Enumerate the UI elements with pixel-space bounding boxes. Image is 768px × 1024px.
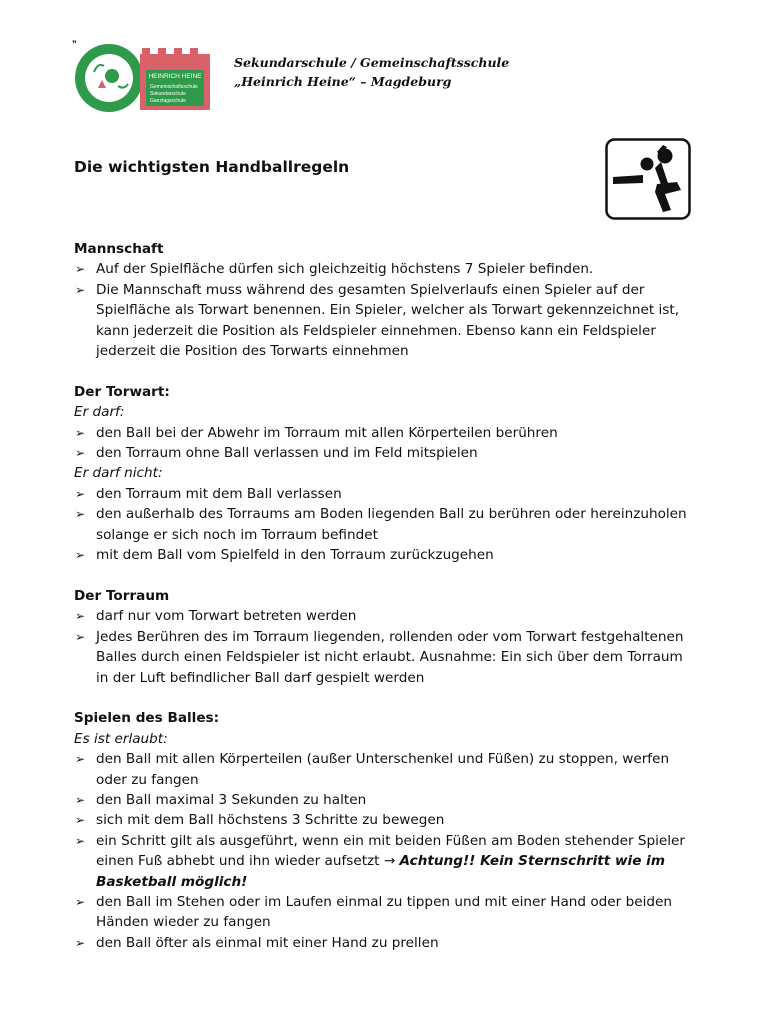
list-item — [74, 831, 698, 892]
arrow-bullet-icon: ➢ — [75, 813, 86, 828]
arrow-bullet-icon: ➢ — [75, 548, 86, 563]
list-item-text: den Torraum ohne Ball verlassen und im Feld mitspielen — [96, 445, 478, 462]
arrow-bullet-icon: ➢ — [75, 935, 86, 950]
logo-banner-line: Ganztagsschule — [150, 98, 186, 104]
handball-player-icon — [605, 138, 691, 220]
arrow-bullet-icon: ➢ — [75, 792, 86, 807]
list-item-text: den Ball öfter als einmal mit einer Hand zu prellen — [96, 934, 439, 951]
list-item-text: den Torraum mit dem Ball verlassen — [96, 485, 342, 502]
stray-quote-mark: ❞ — [72, 40, 77, 50]
warning-note: Achtung!! Kein Sternschritt wie im Basketball möglich! — [96, 853, 665, 890]
list-item-text: den außerhalb des Torraums am Boden liegenden Ball zu berühren oder hereinzuholen solange er sich noch im Torraum befindet — [96, 506, 687, 543]
list-item — [74, 627, 698, 688]
arrow-bullet-icon: ➢ — [75, 894, 86, 909]
section-title: Der Torraum — [74, 587, 170, 604]
page-title: Die wichtigsten Handballregeln — [74, 158, 350, 176]
rule-list — [74, 259, 698, 361]
subheading-forbidden: Er darf nicht: — [74, 465, 163, 482]
arrow-bullet-icon: ➢ — [75, 609, 86, 624]
arrow-bullet-icon: ➢ — [75, 507, 86, 522]
list-item-text: den Ball im Stehen oder im Laufen einmal zu tippen und mit einer Hand oder beiden Händen wieder zu fangen — [96, 893, 672, 931]
list-item — [74, 790, 698, 810]
logo-banner-line: Gemeinschaftsschule — [150, 84, 198, 90]
list-item-text: Auf der Spielfläche dürfen sich gleichzeitig höchstens 7 Spieler befinden. — [96, 261, 594, 278]
school-name-line: „Heinrich Heine“ – Magdeburg — [234, 74, 452, 89]
list-item — [74, 933, 698, 953]
arrow-bullet-icon: ➢ — [75, 262, 86, 277]
section-spielen — [74, 708, 698, 953]
logo-banner-line: Sekundarschule — [150, 91, 186, 97]
rule-list — [74, 423, 698, 464]
list-item-text: den Ball bei der Abwehr im Torraum mit allen Körperteilen berühren — [96, 424, 558, 441]
list-item — [74, 443, 698, 463]
section-torraum — [74, 586, 698, 688]
list-item — [74, 892, 698, 933]
rule-list — [74, 484, 698, 566]
rules-content — [74, 239, 698, 974]
subheading-allowed: Er darf: — [74, 404, 125, 421]
arrow-bullet-icon: ➢ — [75, 486, 86, 501]
right-arrow-icon: → — [383, 853, 396, 870]
list-item-text: den Ball maximal 3 Sekunden zu halten — [96, 791, 367, 808]
list-item — [74, 810, 698, 830]
school-name-line: Sekundarschule / Gemeinschaftsschule — [234, 55, 510, 70]
school-name — [234, 53, 509, 91]
list-item-text: mit dem Ball vom Spielfeld in den Torraum zurückzugehen — [96, 547, 494, 564]
section-title: Spielen des Balles: — [74, 710, 220, 727]
list-item-text: Jedes Berühren des im Torraum liegenden, rollenden oder vom Torwart festgehaltenen Balles durch einen Feldspieler ist nicht erlaubt. Ausnahme: Ein sich über dem Torraum in der Luft befindlicher Ball darf gespielt werden — [96, 628, 684, 686]
section-title: Mannschaft — [74, 241, 164, 257]
list-item — [74, 259, 698, 279]
list-item-text: Die Mannschaft muss während des gesamten Spielverlaufs einen Spieler auf der Spielfläche als Torwart benennen. Ein Spieler, welcher als Torwart gekennzeichnet ist, kann jederzeit die Position als Feldspieler einnehmen. Ebenso kann ein Feldspieler jederzeit die Position des Torwarts einnehmen — [96, 281, 680, 360]
list-item-text: darf nur vom Torwart betreten werden — [96, 608, 357, 625]
school-logo — [74, 42, 214, 114]
rule-list — [74, 749, 698, 953]
list-item — [74, 484, 698, 504]
list-item — [74, 545, 698, 565]
section-mannschaft — [74, 239, 698, 361]
list-item — [74, 423, 698, 443]
arrow-bullet-icon: ➢ — [75, 425, 86, 440]
list-item-text: den Ball mit allen Körperteilen (außer Unterschenkel und Füßen) zu stoppen, werfen oder zu fangen — [96, 751, 670, 788]
arrow-bullet-icon: ➢ — [75, 446, 86, 461]
list-item-text: sich mit dem Ball höchstens 3 Schritte zu bewegen — [96, 812, 445, 829]
arrow-bullet-icon: ➢ — [75, 629, 86, 644]
section-torwart — [74, 382, 698, 566]
arrow-bullet-icon: ➢ — [75, 282, 86, 297]
logo-banner-title: HEINRICH HEINE — [148, 73, 202, 80]
subheading-allowed: Es ist erlaubt: — [74, 730, 168, 747]
arrow-bullet-icon: ➢ — [75, 752, 86, 767]
list-item — [74, 749, 698, 790]
arrow-bullet-icon: ➢ — [75, 833, 86, 848]
rule-list — [74, 606, 698, 688]
list-item-text: ein Schritt gilt als ausgeführt, wenn ein mit beiden Füßen am Boden stehender Spieler einen Fuß abhebt und ihn wieder aufsetzt — [96, 832, 685, 870]
list-item — [74, 606, 698, 626]
list-item — [74, 280, 698, 362]
section-title: Der Torwart: — [74, 383, 170, 400]
list-item — [74, 504, 698, 545]
